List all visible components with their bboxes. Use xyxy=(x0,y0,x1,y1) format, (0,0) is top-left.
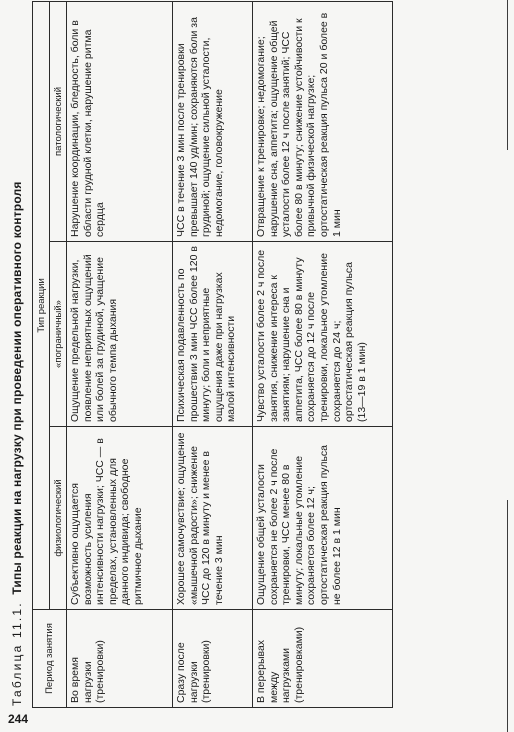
cell-pathological: Нарушение координации, бледность, боли в области грудной клетки, нарушение ритма сердца xyxy=(67,1,173,241)
table-row xyxy=(253,1,393,707)
cell-period: Сразу после нагрузки (тренировки) xyxy=(173,610,253,708)
cell-borderline: Чувство усталости более 2 ч после занятия, снижение интереса к занятиям; нарушение сна и аппетита, ЧСС более 80 в минуту сохраняется до 12 ч после тренировки, локальное утомление сохраняется до 24 ч; ортостатическая реакция пульса (13—19 в 1 мин) xyxy=(253,242,393,427)
header-borderline: «пограничный» xyxy=(50,242,67,427)
cell-pathological: Отвращение к тренировке; недомогание; нарушение сна, аппетита; ощущение общей усталости более 12 ч после занятий; ЧСС более 80 в минуту; снижение устойчивости к привычной физической нагрузке; ортостатическая реакция пульса 20 и более в 1 мин xyxy=(253,1,393,241)
table-caption-text: Типы реакции на нагрузку при проведении оперативного контроля xyxy=(10,181,24,595)
page-number: 244 xyxy=(8,712,29,726)
page-edge-line xyxy=(507,0,509,150)
table-caption-lead: Таблица 11.1. xyxy=(10,601,24,706)
cell-borderline: Психическая подавленность по прошествии 3 мин ЧСС более 120 в минуту; боли и неприятные ощущения даже при нагрузках малой интенсивности xyxy=(173,242,253,427)
table-row xyxy=(173,1,253,707)
cell-period: В перерывах между нагрузками (тренировками) xyxy=(253,610,393,708)
reaction-types-table xyxy=(32,1,393,708)
cell-period: Во время нагрузки (тренировки) xyxy=(67,610,173,708)
header-reaction-type: Тип реакции xyxy=(33,1,50,609)
header-physiological: физиологический xyxy=(50,427,67,610)
cell-physiological: Ощущение общей усталости сохраняется не более 2 ч после тренировки, ЧСС менее 80 в минуту; локальные утомление сохраняется более 12 ч; ортостатическая реакция пульса не более 12 в 1 мин xyxy=(253,427,393,610)
cell-physiological: Субъективно ощущается возможность усиления интенсивности нагрузки; ЧСС — в пределах, установленных для данного индивида; свободное ритмичное дыхание xyxy=(67,427,173,610)
cell-borderline: Ощущение предельной нагрузки, появление неприятных ощущений или болей за грудиной, учащение обычного темпа дыхания xyxy=(67,242,173,427)
table-row xyxy=(67,1,173,707)
cell-physiological: Хорошее самочувствие; ощущение «мышечной радости»; снижение ЧСС до 120 в минуту и менее в течение 3 мин xyxy=(173,427,253,610)
rotated-table-block xyxy=(4,0,504,712)
header-pathological: патологический xyxy=(50,1,67,241)
header-period: Период занятия xyxy=(33,610,67,708)
table-caption xyxy=(10,6,30,706)
page-edge-line xyxy=(507,500,509,732)
table-subheader-row xyxy=(50,1,67,707)
cell-pathological: ЧСС в течение 3 мин после тренировки превышает 140 уд/мин; сохраняются боли за грудиной; ощущение сильной усталости, недомогание, головокружение xyxy=(173,1,253,241)
table-header-row xyxy=(33,1,50,707)
